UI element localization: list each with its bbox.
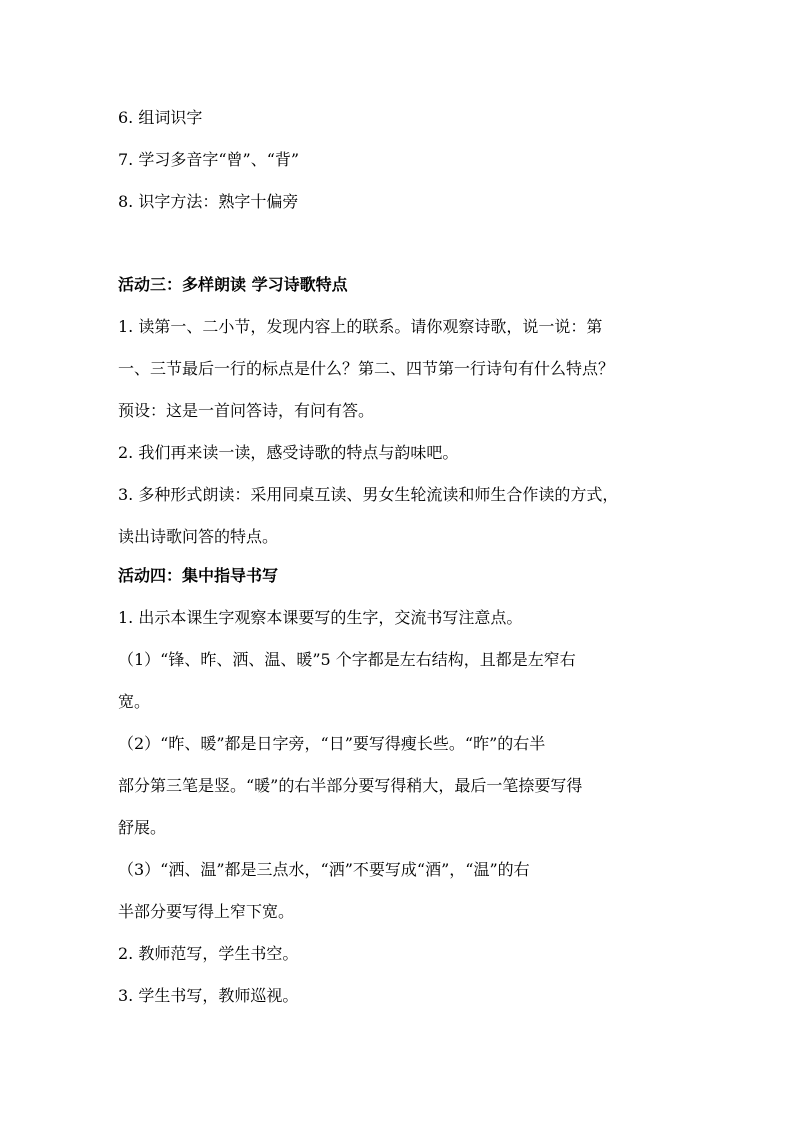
list-item: 6. 组词识字 — [118, 108, 203, 127]
paragraph-line: 一、三节最后一行的标点是什么？第二、四节第一行诗句有什么特点？ — [118, 359, 615, 378]
paragraph-line: 3. 多种形式朗读：采用同桌互读、男女生轮流读和师生合作读的方式， — [118, 485, 619, 504]
list-item: 7. 学习多音字“曾”、“背” — [118, 150, 300, 169]
paragraph-line: 3. 学生书写，教师巡视。 — [118, 986, 299, 1005]
paragraph-line: 半部分要写得上窄下宽。 — [118, 902, 295, 921]
paragraph-line: 预设：这是一首问答诗，有问有答。 — [118, 401, 375, 420]
paragraph-line: 1. 出示本课生字观察本课要写的生字，交流书写注意点。 — [118, 608, 523, 627]
paragraph-line: 部分第三笔是竖。“暖”的右半部分要写得稍大，最后一笔捺要写得 — [118, 776, 583, 795]
paragraph-line: 2. 教师范写，学生书空。 — [118, 944, 299, 963]
activity-three-heading: 活动三：多样朗读 学习诗歌特点 — [118, 275, 348, 294]
list-item: 8. 识字方法：熟字十偏旁 — [118, 192, 299, 211]
paragraph-line: 读出诗歌问答的特点。 — [118, 527, 279, 546]
paragraph-line: 舒展。 — [118, 818, 167, 837]
paragraph-line: （3）“洒、温”都是三点水，“洒”不要写成“酒”，“温”的右 — [118, 860, 530, 879]
paragraph-line: 宽。 — [118, 692, 151, 711]
activity-four-heading: 活动四：集中指导书写 — [118, 566, 279, 585]
paragraph-line: 2. 我们再来读一读，感受诗歌的特点与韵味吧。 — [118, 443, 459, 462]
paragraph-line: 1. 读第一、二小节，发现内容上的联系。请你观察诗歌，说一说：第 — [118, 317, 603, 336]
paragraph-line: （2）“昨、暖”都是日字旁，“日”要写得瘦长些。“昨”的右半 — [118, 734, 546, 753]
paragraph-line: （1）“锋、昨、洒、温、暖”5 个字都是左右结构，且都是左窄右 — [118, 650, 576, 669]
